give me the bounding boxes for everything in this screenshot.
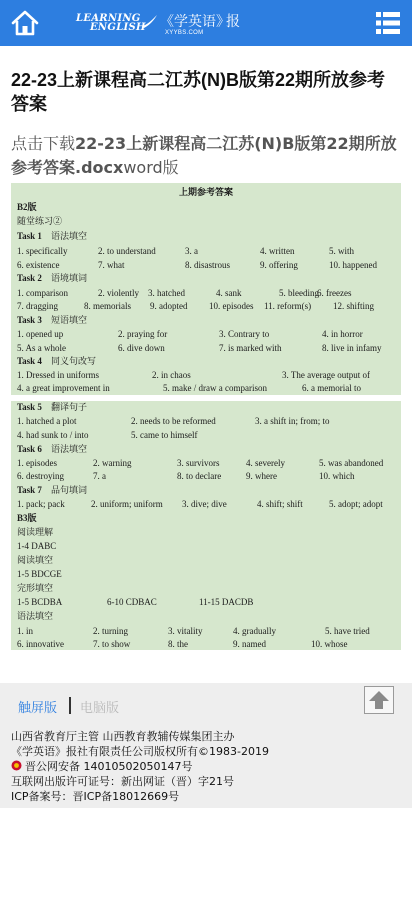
answer-item: 3. a shift in; from; to [255,416,330,426]
answer-item: 8. disastrous [185,260,230,270]
section-label: 完形填空 [17,583,54,593]
police-badge-icon [11,760,22,771]
answer-item: 3. vitality [168,626,203,636]
logo-bao: 报 [226,14,240,30]
answer-item: 7. dragging [17,301,58,311]
logo-swoosh-icon [141,13,159,29]
answer-item: 1-5 BCDBA [17,597,63,607]
answer-item: 7. a [93,471,106,481]
answer-item: 9. offering [260,260,298,270]
page-footer [0,683,412,808]
answer-item: 2. in chaos [152,370,191,380]
answer-item: 7. to show [93,639,131,649]
task-type: 品句填词 [51,485,88,495]
answer-item: 5. make / draw a comparison [163,383,267,393]
answer-item: 10. episodes [209,301,254,311]
answer-item: 8. memorials [84,301,131,311]
task-type: 语境填词 [51,273,88,283]
answer-item: 4. sank [216,288,242,298]
task-type: 语法填空 [51,231,88,241]
answer-item: 2. violently [98,288,139,298]
answer-item: 4. gradually [233,626,276,636]
answer-item: 7. what [98,260,125,270]
answer-item: 5. came to himself [131,430,198,440]
section-label: 阅读理解 [17,527,54,537]
answer-item: 10. happened [329,260,377,270]
answer-item: 4. in horror [322,329,363,339]
answer-item: 1. specifically [17,246,68,256]
footer-line-license: 互联网出版许可证号：新出网证（晋）字21号 [11,775,234,788]
menu-icon[interactable] [376,11,400,35]
answer-item: 1. Dressed in uniforms [17,370,99,380]
answer-item: 4. shift; shift [257,499,303,509]
page-title: 22-23上新课程高二江苏(N)B版第22期所放参考答案 [11,70,386,114]
section-label: 阅读填空 [17,555,54,565]
answer-item: 1-5 BDCGE [17,569,62,579]
answer-item: 1. episodes [17,458,57,468]
answer-item: 10. which [319,471,355,481]
task-type: 短语填空 [51,315,88,325]
logo-en-line2: ENGLISH [90,22,146,33]
answer-item: 7. is marked with [219,343,282,353]
touch-version-link[interactable]: 触屏版 [18,701,58,716]
answer-item: 5. adopt; adopt [329,499,383,509]
task-label: Task 1 [17,231,42,241]
answer-item: 3. hatched [148,288,185,298]
task-type: 语法填空 [51,444,88,454]
answer-item: 1-4 DABC [17,541,57,551]
download-extension: .docx [75,158,124,177]
answer-item: 4. written [260,246,295,256]
answer-item: 6. freezes [317,288,352,298]
answer-item: 4. severely [246,458,285,468]
answer-sheet-image-1 [11,183,401,395]
task-label: Task 7 [17,485,42,495]
answer-item: 1. opened up [17,329,64,339]
answer-item: 2. needs to be reformed [131,416,216,426]
police-record-text: 晋公网安备 14010502050147号 [25,760,193,773]
pc-version-link[interactable]: 电脑版 [80,701,120,716]
site-logo[interactable] [76,13,146,35]
sheet-heading: 上期参考答案 [178,187,233,197]
task-label: Task 3 [17,315,42,325]
task-label: Task 2 [17,273,42,283]
task-label: Task 5 [17,402,42,412]
answer-item: 4. a great improvement in [17,383,110,393]
footer-line-police [11,759,269,774]
logo-en-line1: LEARNING [76,13,141,24]
answer-item: 6. existence [17,260,60,270]
answer-item: 5. have tried [325,626,370,636]
answer-item: 3. survivors [177,458,220,468]
answer-item: 8. live in infamy [322,343,382,353]
answer-item: 6. innovative [17,639,64,649]
answer-item: 10. whose [311,639,348,649]
answer-item: 11-15 DACDB [199,597,254,607]
version-b2: B2版 [17,202,37,212]
task-type: 翻译句子 [51,402,88,412]
answer-item: 9. adopted [150,301,188,311]
answer-item: 5. was abandoned [319,458,384,468]
answer-item: 2. uniform; uniform [91,499,163,509]
answer-item: 1. in [17,626,34,636]
answer-item: 4. had sunk to / into [17,430,89,440]
answer-item: 3. Contrary to [219,329,270,339]
answer-item: 8. the [168,639,188,649]
answer-item: 2. turning [93,626,128,636]
back-to-top-button[interactable] [364,686,394,714]
footer-line-icp: ICP备案号：晋ICP备18012669号 [11,790,180,803]
answer-item: 9. named [233,639,266,649]
answer-item: 6-10 CDBAC [107,597,157,607]
answer-item: 1. hatched a plot [17,416,77,426]
task-type: 同义句改写 [51,356,97,366]
answer-item: 12. shifting [333,301,375,311]
answer-item: 2. warning [93,458,132,468]
practice-label: 随堂练习② [17,216,63,226]
top-header [0,0,412,46]
answer-sheet-image-2 [11,401,401,650]
answer-item: 11. reform(s) [264,301,312,311]
answer-item: 9. where [246,471,277,481]
answer-item: 6. destroying [17,471,64,481]
version-switch [18,697,120,716]
footer-line-copyright: 《学英语》报社有限责任公司版权所有©1983-2019 [11,745,269,758]
answer-item: 3. The average output of [282,370,371,380]
home-icon[interactable] [11,9,39,37]
answer-item: 1. pack; pack [17,499,65,509]
answer-item: 8. to declare [177,471,222,481]
download-suffix: word版 [123,158,179,177]
task-label: Task 6 [17,444,42,454]
answer-item: 1. comparison [17,288,68,298]
version-divider [69,697,71,714]
answer-item: 3. a [185,246,198,256]
footer-line-organizer: 山西省教育厅主管 山西教育教辅传媒集团主办 [11,730,235,743]
answer-item: 5. bleeding [279,288,319,298]
arrow-up-icon [365,687,393,713]
logo-url: XYYBS.COM [165,30,204,36]
answer-item: 2. praying for [118,329,168,339]
answer-item: 5. As a whole [17,343,66,353]
answer-item: 6. dive down [118,343,165,353]
task-label: Task 4 [17,356,42,366]
download-filename: 22-23上新课程高二江苏(N)B版第22期所放参考答案 [11,134,397,177]
answer-item: 6. a memorial to [302,383,361,393]
download-prefix: 点击下载 [11,134,76,153]
footer-info [11,729,269,804]
section-label: 语法填空 [17,611,54,621]
answer-item: 3. dive; dive [182,499,227,509]
version-b3: B3版 [17,513,37,523]
answer-item: 5. with [329,246,355,256]
download-link[interactable] [11,132,403,180]
answer-item: 2. to understand [98,246,156,256]
logo-cn-name: 《学英语》 [160,14,230,30]
